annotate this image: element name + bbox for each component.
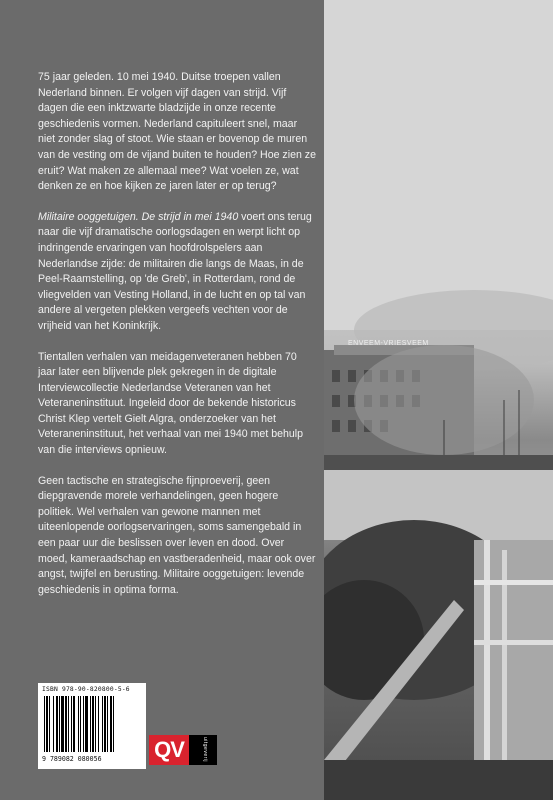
cover-photo — [324, 0, 553, 800]
book-summary-text: voert ons terug naar die vijf dramatische oorlogsdagen en werpt licht op indringende ervaringen van hoofdrolspelers aan Nederlandse zijde: de militairen die langs de Maas, in de Peel-Raamstelling, op 'de Greb', in Rotterdam, rond de vliegvelden van Vesting Holland, in de lucht en op tal van andere al vergeten plekken vergeefs vechten voor de vrijheid van het Koninkrijk. — [38, 210, 312, 332]
intro-paragraph: 75 jaar geleden. 10 mei 1940. Duitse troepen vallen Nederland binnen. Er volgen vijf dagen van strijd. Vijf dagen die een inktzwarte bladzijde in onze recente geschiedenis vormen. Nederland capituleert snel, maar niet zonder slag of stoot. Wie staan er bovenop de muren van de vesting om de vijand buiten te houden? Hoe zien ze eruit? Wat maken ze allemaal mee? Wat voelen ze, wat denken ze en hoe kijken ze jaren later er op terug? — [38, 71, 316, 193]
barcode-bars — [42, 696, 142, 754]
publisher-logo-mark: QV — [149, 735, 189, 765]
back-cover-copy — [38, 70, 316, 613]
publisher-logo-subtext: uitgeverij — [202, 737, 208, 763]
book-title: Militaire ooggetuigen. De strijd in mei 1940 — [38, 210, 239, 223]
collection-paragraph: Tientallen verhalen van meidagenveteranen hebben 70 jaar later een blijvende plek gekregen in de digitale Interviewcollectie Nederlandse Veteranen van het Veteraneninstituut. Ingeleid door de bekende historicus Christ Klep vertelt Gielt Algra, onderzoeker van het Veteraneninstituut, het verhaal van mei 1940 met behulp van die interviews opnieuw. — [38, 350, 304, 457]
book-summary-paragraph — [38, 210, 316, 335]
barcode — [38, 683, 146, 769]
publisher-logo — [149, 735, 217, 765]
closing-paragraph: Geen tactische en strategische fijnproeverij, geen diepgravende morele verhandelingen, geen hogere politiek. Wel verhalen van gewone mannen met uiteenlopende oorlogservaringen, soms samengebald in een paar uur die beslissen over leven en dood. Over moed, kameraadschap en vastberadenheid, maar ook over angst, twijfel en berusting. Militaire ooggetuigen: levende geschiedenis in optima forma. — [38, 474, 316, 596]
isbn-label: ISBN 978-90-820800-5-6 — [42, 686, 130, 693]
barcode-digits: 9 789082 080056 — [42, 755, 102, 763]
warehouse-sign: ENVEEM-VRIESVEEM — [348, 340, 429, 347]
